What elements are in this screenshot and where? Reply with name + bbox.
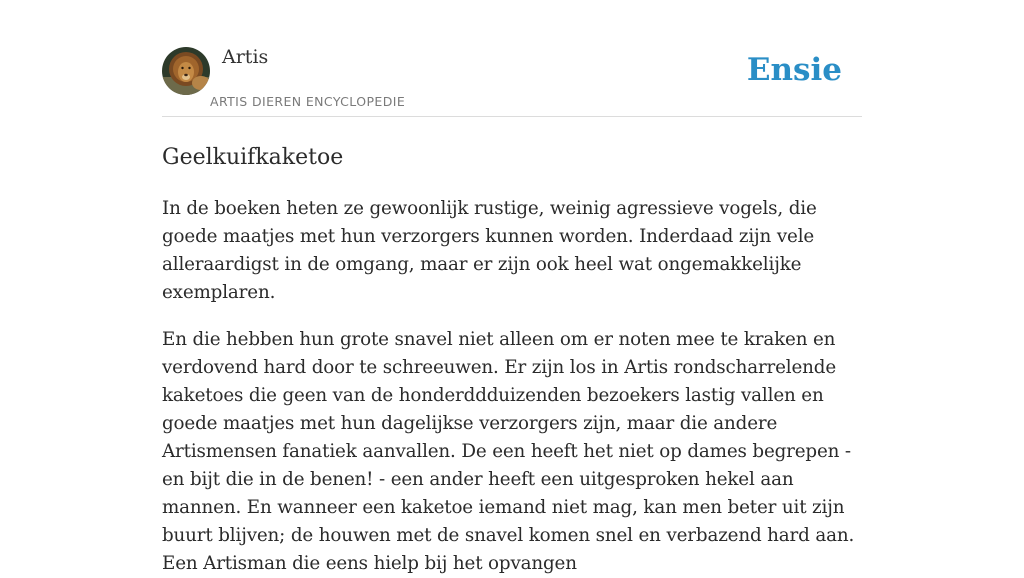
brand-logo-link[interactable]: Ensie bbox=[746, 52, 842, 88]
paragraph-2: En die hebben hun grote snavel niet alleen om er noten mee te kraken en verdovend hard door te schreeuwen. Er zijn los in Artis rondscharrelende kaketoes die geen van de honderddduizenden bezoekers lastig vallen en goede maatjes met hun dagelijkse verzorgers zijn, maar die andere Artismensen fanatiek aanvallen. De een heeft het niet op dames begrepen - en bijt die in de benen! - een ander heeft een uitgesproken hekel aan mannen. En wanneer een kaketoe iemand niet mag, kan men beter uit zijn buurt blijven; de houwen met de snavel komen snel en verbazend hard aan. Een Artisman die eens hielp bij het opvangen bbox=[162, 329, 855, 574]
author-name-link[interactable]: Artis bbox=[222, 46, 269, 68]
paragraph-1: In de boeken heten ze gewoonlijk rustige, weinig agressieve vogels, die goede maatjes met hun verzorgers kunnen worden. Inderdaad zijn vele alleraardigst in de omgang, maar er zijn ook heel wat ongemakkelijke exemplaren. bbox=[162, 198, 817, 303]
lion-avatar-icon[interactable] bbox=[162, 47, 210, 95]
page bbox=[162, 0, 862, 578]
article-body bbox=[162, 195, 862, 578]
header bbox=[162, 0, 862, 117]
source-subtitle: ARTIS DIEREN ENCYCLOPEDIE bbox=[210, 94, 406, 109]
article-title: Geelkuifkaketoe bbox=[162, 145, 344, 170]
